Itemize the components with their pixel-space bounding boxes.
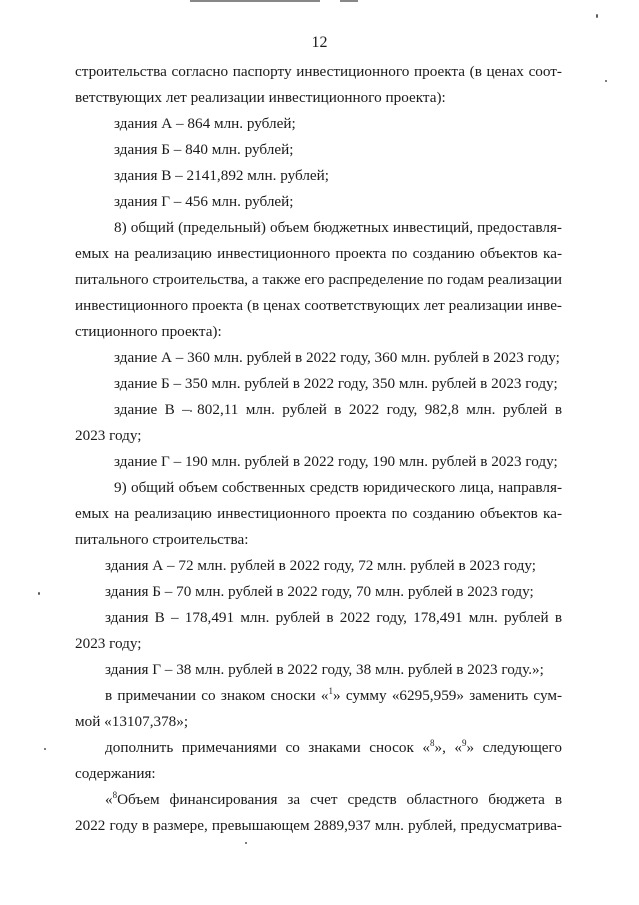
text-line: содержания:	[75, 765, 156, 782]
text-line: инвестиционного проекта (в ценах соответствующих лет реализации инве-	[75, 297, 562, 314]
text-line: ветствующих лет реализации инвестиционного проекта):	[75, 89, 446, 106]
text-line: питального строительства, а также его распределение по годам реализации	[75, 271, 562, 288]
scan-artifact	[245, 842, 247, 844]
list-item: здания В – 178,491 млн. рублей в 2022 году, 178,491 млн. рублей в	[105, 609, 562, 626]
list-item: здание В – 802,11 млн. рублей в 2022 году, 982,8 млн. рублей в	[114, 401, 562, 418]
list-item: здания Б – 840 млн. рублей;	[114, 141, 294, 158]
text-span: » сумму «6295,959» заменить сум-	[332, 687, 563, 704]
scan-artifact	[596, 14, 598, 18]
footnote-mark: 8	[112, 790, 118, 800]
text-line: 9) общий объем собственных средств юридического лица, направля-	[114, 479, 562, 496]
text-span: » следующего	[466, 739, 562, 756]
text-line	[105, 686, 562, 706]
scan-artifact	[340, 0, 358, 2]
text-line: стиционного проекта):	[75, 323, 222, 340]
list-item: здания В – 2141,892 млн. рублей;	[114, 167, 330, 184]
scan-artifact	[605, 80, 607, 82]
list-item: здание Г – 190 млн. рублей в 2022 году, 190 млн. рублей в 2023 году;	[114, 453, 558, 470]
text-line	[105, 790, 562, 810]
list-item: здание Б – 350 млн. рублей в 2022 году, 350 млн. рублей в 2023 году;	[114, 375, 558, 392]
text-line: строительства согласно паспорту инвестиционного проекта (в ценах соот-	[75, 63, 562, 80]
scan-artifact	[190, 0, 320, 2]
text-line: питального строительства:	[75, 531, 249, 548]
scan-artifact	[38, 592, 40, 595]
text-span: «	[105, 791, 113, 808]
footnote-mark: 8	[429, 738, 435, 748]
list-item: здания Г – 456 млн. рублей;	[114, 193, 294, 210]
list-item: здание А – 360 млн. рублей в 2022 году, 360 млн. рублей в 2023 году;	[114, 349, 560, 366]
text-span: в примечании со знаком сноски «	[105, 687, 329, 704]
text-line: 2023 году;	[75, 635, 142, 652]
footnote-mark: 9	[461, 738, 467, 748]
page-number: 12	[311, 34, 328, 51]
text-line: емых на реализацию инвестиционного проекта по созданию объектов ка-	[75, 245, 562, 262]
text-line: мой «13107,378»;	[75, 713, 189, 730]
text-span: », «	[434, 739, 462, 756]
text-line: 2022 году в размере, превышающем 2889,937 млн. рублей, предусматрива-	[75, 817, 562, 834]
list-item: здания Б – 70 млн. рублей в 2022 году, 70 млн. рублей в 2023 году;	[105, 583, 534, 600]
text-line: 8) общий (предельный) объем бюджетных инвестиций, предоставля-	[114, 219, 562, 236]
scan-artifact	[44, 748, 46, 750]
text-span: дополнить примечаниями со знаками сносок «	[105, 739, 430, 756]
list-item: здания Г – 38 млн. рублей в 2022 году, 38 млн. рублей в 2023 году.»;	[105, 661, 544, 678]
text-line: емых на реализацию инвестиционного проекта по созданию объектов ка-	[75, 505, 562, 522]
text-line: 2023 году;	[75, 427, 142, 444]
footnote-mark: 1	[328, 686, 333, 696]
list-item: здания А – 864 млн. рублей;	[114, 115, 296, 132]
text-line	[105, 738, 562, 758]
text-span: Объем финансирования за счет средств областного бюджета в	[117, 791, 562, 808]
list-item: здания А – 72 млн. рублей в 2022 году, 72 млн. рублей в 2023 году;	[105, 557, 536, 574]
